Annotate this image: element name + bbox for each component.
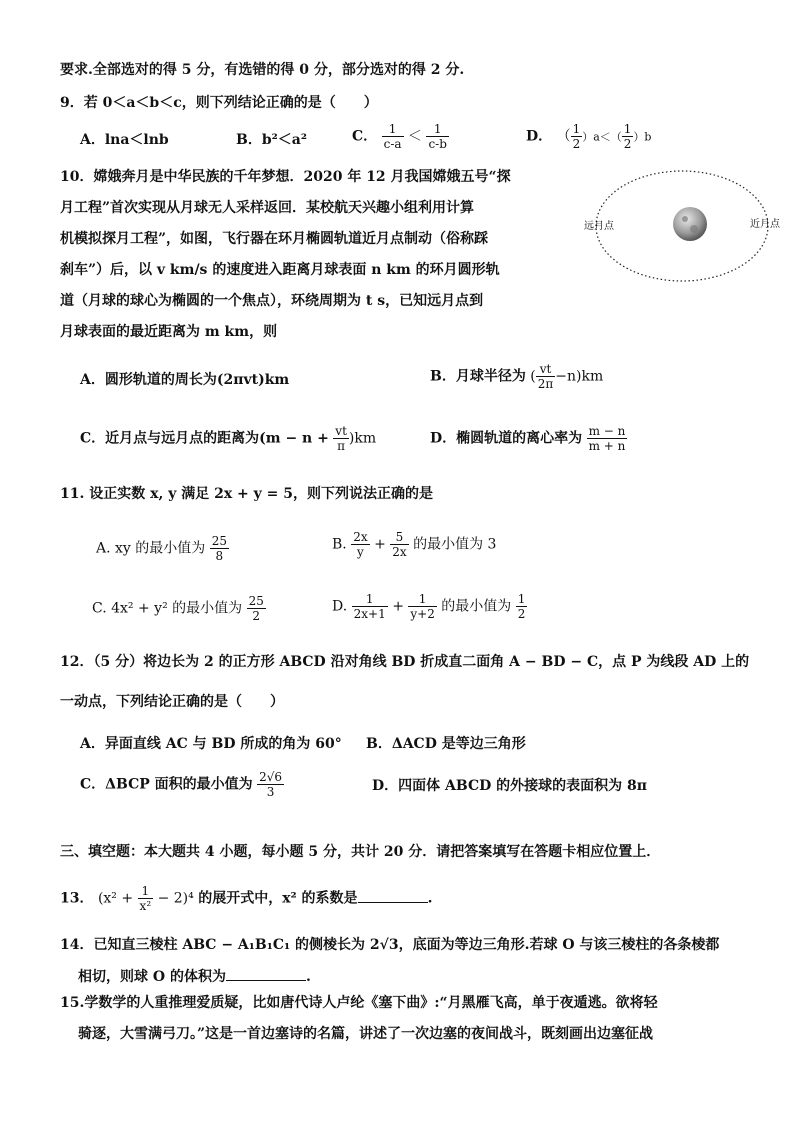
q10-line-3: 机模拟探月工程”，如图，飞行器在环月椭圆轨道近月点制动（俗称踩 (60, 231, 489, 247)
q15-line-2: 骑逐，大雪满弓刀。”这是一首边塞诗的名篇，讲述了一次边塞的夜间战斗，既刻画出边塞征战 (78, 1026, 654, 1042)
q14-answer-blank[interactable] (226, 966, 306, 981)
q10-option-a: A．圆形轨道的周长为(2πvt)km (80, 372, 290, 388)
q12-line-2: 一动点，下列结论正确的是（ ） (60, 694, 284, 710)
q12-option-d: D．四面体 ABCD 的外接球的表面积为 8π (372, 778, 647, 794)
q14-line-1: 14．已知直三棱柱 ABC − A₁B₁C₁ 的侧棱长为 2√3，底面为等边三角形.若球 O 与该三棱柱的各条棱都 (60, 937, 720, 953)
q10-line-1: 10．嫦娥奔月是中华民族的千年梦想．2020 年 12 月我国嫦娥五号“探 (60, 169, 511, 185)
q11-stem: 11. 设正实数 x, y 满足 2x + y = 5，则下列说法正确的是 (60, 486, 434, 502)
q9-option-b: B．b²＜a² (236, 132, 307, 148)
q10-line-2: 月工程”首次实现从月球无人采样返回．某校航天兴趣小组利用计算 (60, 200, 475, 216)
q11-option-c: C. 4x² + y² 的最小值为 $\frac{25}{2}$ (92, 594, 264, 623)
q10-option-c: C．近月点与远月点的距离为(m − n + $\frac{vt}{\pi}$ )km (80, 424, 377, 453)
q11-option-d: D. $\frac{1}{2x+1}$ + $\frac{1}{y+2}$ 的最小值为 $\frac{1}{2}$ (332, 592, 526, 621)
near-point-label: 近月点 (750, 219, 780, 230)
q10-option-d: D．椭圆轨道的离心率为 $\frac{m - n}{m + n}$ (430, 424, 626, 453)
section-3-heading: 三、填空题：本大题共 4 小题，每小题 5 分，共计 20 分．请把答案填写在答题卡相应位置上． (60, 844, 661, 860)
q13: 13． (x² + $\frac{1}{\text{x²}}$ − 2)⁴ 的展开式中，x² 的系数是 . (60, 884, 433, 913)
q11-option-a: A. xy 的最小值为 $\frac{25}{8}$ (96, 534, 227, 563)
q12-option-a: A．异面直线 AC 与 BD 所成的角为 60° (80, 736, 342, 752)
q10-line-5: 道（月球的球心为椭圆的一个焦点），环绕周期为 t s，已知远月点到 (60, 293, 484, 309)
q10-option-b: B．月球半径为 ( $\frac{vt}{2\pi}$ −n)km (430, 362, 604, 391)
far-point-label: 远月点 (584, 221, 614, 232)
q9-option-d: D． （ $\frac{1}{2}$ ）a＜（ $\frac{1}{2}$ ）b (526, 122, 652, 151)
q13-answer-blank[interactable] (358, 888, 428, 903)
moon-icon (673, 207, 707, 241)
q10-line-6: 月球表面的最近距离为 m km，则 (60, 324, 278, 340)
q15-line-1: 15.学数学的人重推理爱质疑，比如唐代诗人卢纶《塞下曲》:“月黑雁飞高，单于夜遁逃。欲将轻 (60, 995, 658, 1011)
q9-option-c: C． $\frac{1}{c-a}$ ＜ $\frac{1}{c-b}$ (352, 122, 447, 151)
q12-option-b: B．ΔACD 是等边三角形 (366, 736, 526, 752)
q9-option-a: A．lna＜lnb (80, 132, 169, 148)
q9-stem: 9．若 0＜a＜b＜c，则下列结论正确的是（ ） (60, 95, 378, 111)
instructions-line: 要求.全部选对的得 5 分，有选错的得 0 分，部分选对的得 2 分. (60, 62, 465, 78)
q12-option-c: C．ΔBCP 面积的最小值为 $\frac{2√6}{3}$ (80, 770, 283, 799)
orbit-figure (582, 167, 788, 285)
orbit-diagram (582, 167, 788, 285)
q14-line-2: 相切，则球 O 的体积为 . (78, 966, 311, 987)
q12-line-1: 12．（5 分）将边长为 2 的正方形 ABCD 沿对角线 BD 折成直二面角 A − BD − C，点 P 为线段 AD 上的 (60, 654, 750, 670)
q10-line-4: 刹车”）后，以 v km/s 的速度进入距离月球表面 n km 的环月圆形轨 (60, 262, 500, 278)
q11-option-b: B. $\frac{2x}{y}$ + $\frac{5}{2x}$ 的最小值为 3 (332, 530, 497, 559)
